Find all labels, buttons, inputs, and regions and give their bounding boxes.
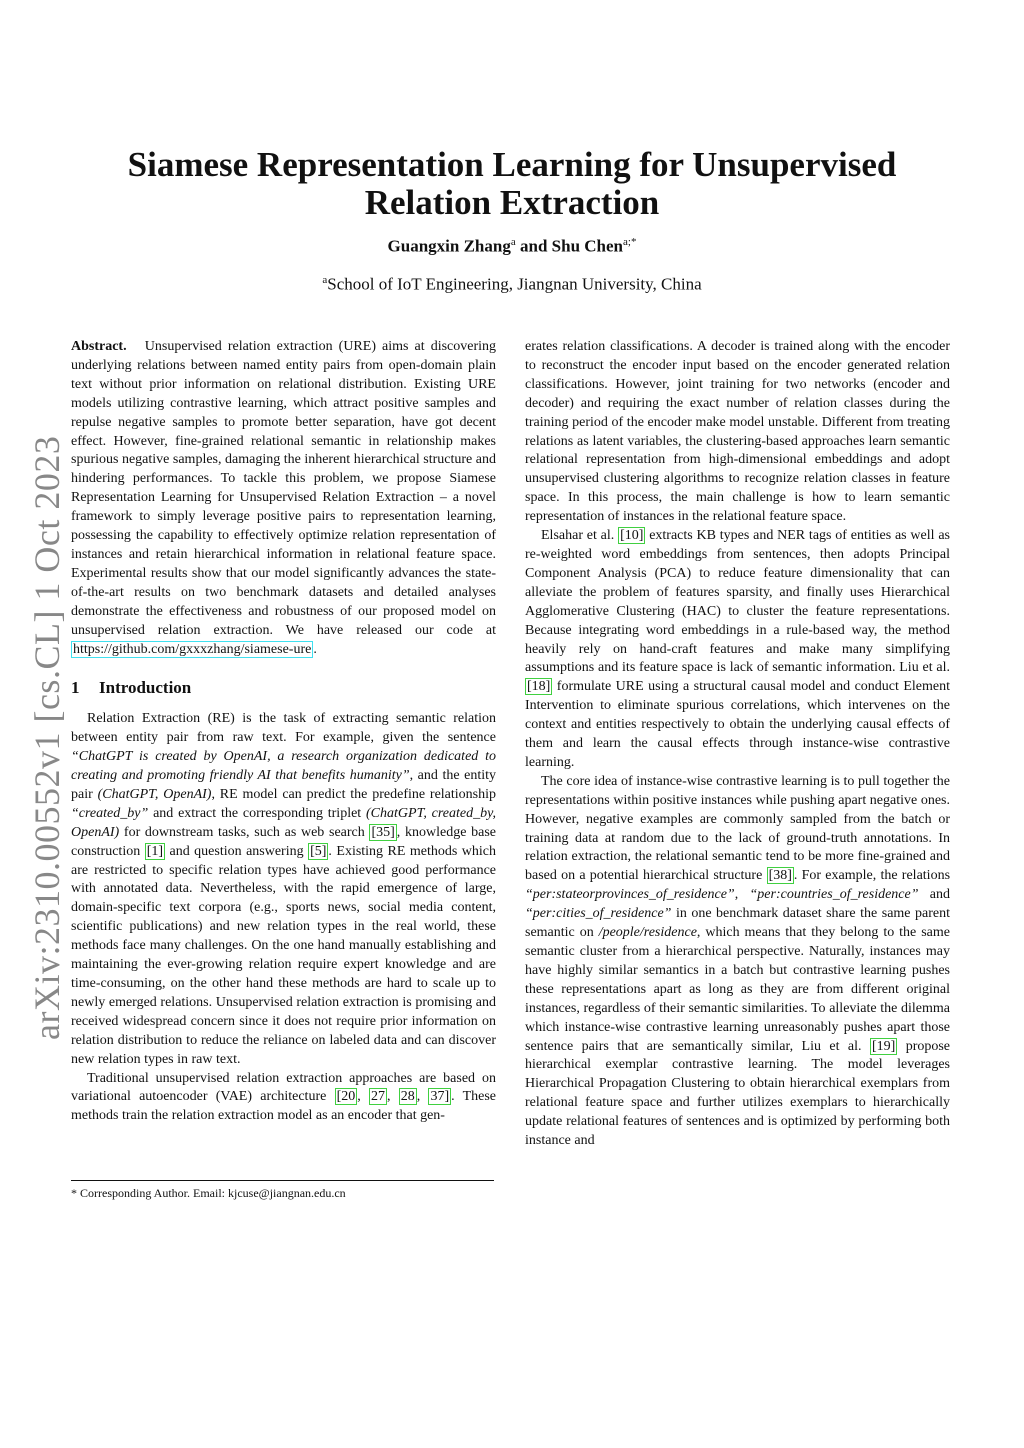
- relation-name: “per:cities_of_residence”: [525, 906, 672, 922]
- text-span: Elsahar et al.: [541, 528, 615, 544]
- title-line-1: Siamese Representation Learning for Unsupervised: [127, 145, 897, 184]
- right-paragraph-2: [525, 527, 950, 773]
- section-title: Introduction: [99, 678, 192, 698]
- text-span: for downstream tasks, such as web search: [123, 824, 365, 840]
- affiliation-text: School of IoT Engineering, Jiangnan University, China: [327, 274, 702, 294]
- citation-27[interactable]: 27: [370, 1089, 385, 1105]
- title-line-2: Relation Extraction: [364, 183, 660, 222]
- citation-18[interactable]: [18]: [527, 679, 551, 695]
- citation-10[interactable]: [10]: [620, 528, 644, 544]
- author-list: [0, 236, 1024, 257]
- text-span: , RE model can predict the predefine relationship: [211, 786, 497, 802]
- section-heading-introduction: [71, 679, 496, 698]
- text-span: . These methods train the relation extraction model as an encoder that gen-: [71, 1089, 497, 1124]
- relation-name: “created_by”: [71, 805, 149, 821]
- abstract: [71, 338, 496, 659]
- footnote: * Corresponding Author. Email: kjcuse@jiangnan.edu.cn: [71, 1186, 346, 1200]
- citation-28[interactable]: 28: [400, 1089, 415, 1105]
- text-span: , knowledge base construction: [71, 824, 497, 859]
- author-1-affiliation-mark: a: [510, 236, 516, 248]
- left-column: [71, 338, 496, 1126]
- intro-paragraph-1: [71, 710, 496, 1069]
- text-span: propose hierarchical exemplar contrastive learning. The model leverages Hierarchical Propagation Clustering to obtain hierarchical exemplars from relational feature space and further utilizes exemplars to hierarchically update relational features of sentences and is optimized by performing both instance and: [525, 1038, 951, 1149]
- example-sentence: “ChatGPT is created by OpenAI, a research organization dedicated to creating and promoting friendly AI that benefits humanity”: [71, 749, 496, 784]
- affiliation-mark: a: [322, 274, 328, 286]
- semantic-path: /people/residence: [598, 925, 697, 941]
- citation-38[interactable]: [38]: [768, 868, 792, 884]
- relation-name: “per:stateorprovinces_of_residence”: [525, 887, 735, 903]
- author-1: Guangxin Zhang: [387, 236, 511, 256]
- text-span: . For example, the relations: [793, 868, 951, 884]
- text-span: formulate URE using a structural causal model and conduct Element Intervention to eliminate spurious correlations, which intervenes on the context and entities respectively to obtain the underlying causal effects of them and learn the causal effects through instance-wise contrastive learning.: [525, 679, 950, 770]
- author-2: Shu Chen: [551, 236, 624, 256]
- citation-5[interactable]: [5]: [310, 843, 327, 859]
- text-span: Traditional unsupervised relation extraction approaches are based on variational autoencoder (VAE) architecture: [71, 1070, 496, 1105]
- text-span: , and the entity pair: [71, 768, 496, 802]
- text-span: and: [929, 887, 951, 903]
- text-span: . Existing RE methods which are restricted to specific relation types have achieved good performance with annotated data. Nevertheless, with the rapid emergence of large, domain-specific text corpora (e.g., sports news, social media content, scientific publications) and new relation types in the real world, these methods face many challenges. On the one hand manually establishing and maintaining the ever-growing relation require expert knowledge and are time-consuming, on the other hand these methods are hard to scale up to newly emerged relations. Unsupervised relation extraction is promising and received widespread concern since it does not require prior information on relation distribution to reduce the reliance on labeled data and can discover new relation types in raw text.: [71, 843, 497, 1067]
- paper-title: [0, 146, 1024, 222]
- text-span: and extract the corresponding triplet: [153, 805, 362, 821]
- entity-pair: (ChatGPT, OpenAI): [97, 786, 212, 802]
- relation-name: “per:countries_of_residence”: [749, 887, 919, 903]
- right-column: [525, 338, 950, 1151]
- citation-1[interactable]: [1]: [146, 843, 164, 859]
- code-repository-link[interactable]: https://github.com/gxxxzhang/siamese-ure: [73, 641, 312, 657]
- citation-20[interactable]: [20: [336, 1089, 356, 1105]
- text-span: extracts KB types and NER tags of entities as well as re-weighted word embeddings from sentences, then adopts Principal Component Analysis (PCA) to reduce feature dimensionality that can alleviate the problem of features sparsity, and finally uses Hierarchical Agglomerative Clustering (HAC) to cluster the feature representations. Because integrating word embeddings in a rule-based way, the method heavily rely on hand-craft features and make many simplifying assumptions and its feature space is lack of semantic information. Liu et al.: [525, 528, 950, 676]
- intro-paragraph-2: Traditional unsupervised relation extraction approaches are based on variational autoencoder (VAE) architecture [20 , 27 , 28 , 37] . These methods train the relation extraction model as an encoder that gen-: [71, 1070, 497, 1124]
- right-paragraph-1: erates relation classifications. A decoder is trained along with the encoder to reconstruct the encoder input based on the encoder generated relation classifications. However, joint training for two networks (encoder and decoder) and requiring the exact number of relation classes during the training period of the encoder make model unstable. Different from treating relations as latent variables, the clustering-based approaches learn semantic relational representation from high-dimensional embeddings and adopt unsupervised clustering algorithms to recognize relation classes in feature space. In this process, the main challenge is how to learn semantic representation of instances in the relational feature space.: [525, 339, 950, 525]
- citation-19[interactable]: [19]: [871, 1038, 896, 1054]
- abstract-label: Abstract.: [71, 339, 127, 354]
- author-2-affiliation-mark[interactable]: a;*: [623, 236, 637, 248]
- abstract-text: Unsupervised relation extraction (URE) aims at discovering underlying relations between named entity pairs from open-domain plain text without prior information on relational distribution. Existing URE models utilizing contrastive learning, which attract positive samples and repulse negative samples to promote better separation, have got decent effect. However, fine-grained relational semantic in relationship makes spurious negative samples, damaging the inherent hierarchical structure and hindering performances. To tackle this problem, we propose Siamese Representation Learning for Unsupervised Relation Extraction – a novel framework to simply leverage positive pairs to representation learning, possessing the capability to effectively optimize relation representation of instances and retain hierarchical information in relational feature space. Experimental results show that our model significantly advances the state-of-the-art results on two benchmark datasets and detailed analyses demonstrate the effectiveness and robustness of our proposed model on unsupervised relation extraction. We have released our code at: [71, 339, 497, 638]
- arxiv-identifier: arXiv:2310.00552v1 [cs.CL] 1 Oct 2023: [27, 435, 67, 1040]
- text-span: The core idea of instance-wise contrastive learning is to pull together the representations within positive instances while pushing apart negative ones. However, negative examples are commonly sampled from the batch or training data at random due to the lack of ground-truth annotations. In relation extraction, the relational semantic tend to be more fine-grained and based on a potential hierarchical structure: [525, 773, 950, 884]
- author-conjunction: and: [515, 236, 552, 256]
- abstract-end: .: [313, 641, 317, 657]
- section-number: 1: [71, 678, 80, 698]
- text-span: , which means that they belong to the same semantic cluster from a hierarchical perspective. Naturally, instances may have highly similar semantics in a batch but contrastive learning pushes these representations apart as long as they are from different original instances, regardless of their semantic similarities. To alleviate the dilemma which instance-wise contrastive learning unreasonably pushes apart those sentence pairs that are semantically similar, Liu et al.: [525, 925, 950, 1054]
- footnote-divider: [71, 1180, 494, 1181]
- text-span: and question answering: [169, 843, 304, 859]
- right-paragraph-3: [525, 773, 950, 1151]
- affiliation: [0, 274, 1024, 295]
- text-span: Relation Extraction (RE) is the task of extracting semantic relation between entity pair from raw text. For example, given the sentence: [71, 711, 496, 746]
- text-span: in one benchmark dataset share the same parent semantic on: [525, 906, 950, 941]
- citation-35[interactable]: [35]: [371, 824, 395, 840]
- text-span: ,: [734, 887, 739, 903]
- citation-37[interactable]: 37]: [430, 1089, 450, 1105]
- triplet: (ChatGPT, created_by, OpenAI): [71, 805, 497, 840]
